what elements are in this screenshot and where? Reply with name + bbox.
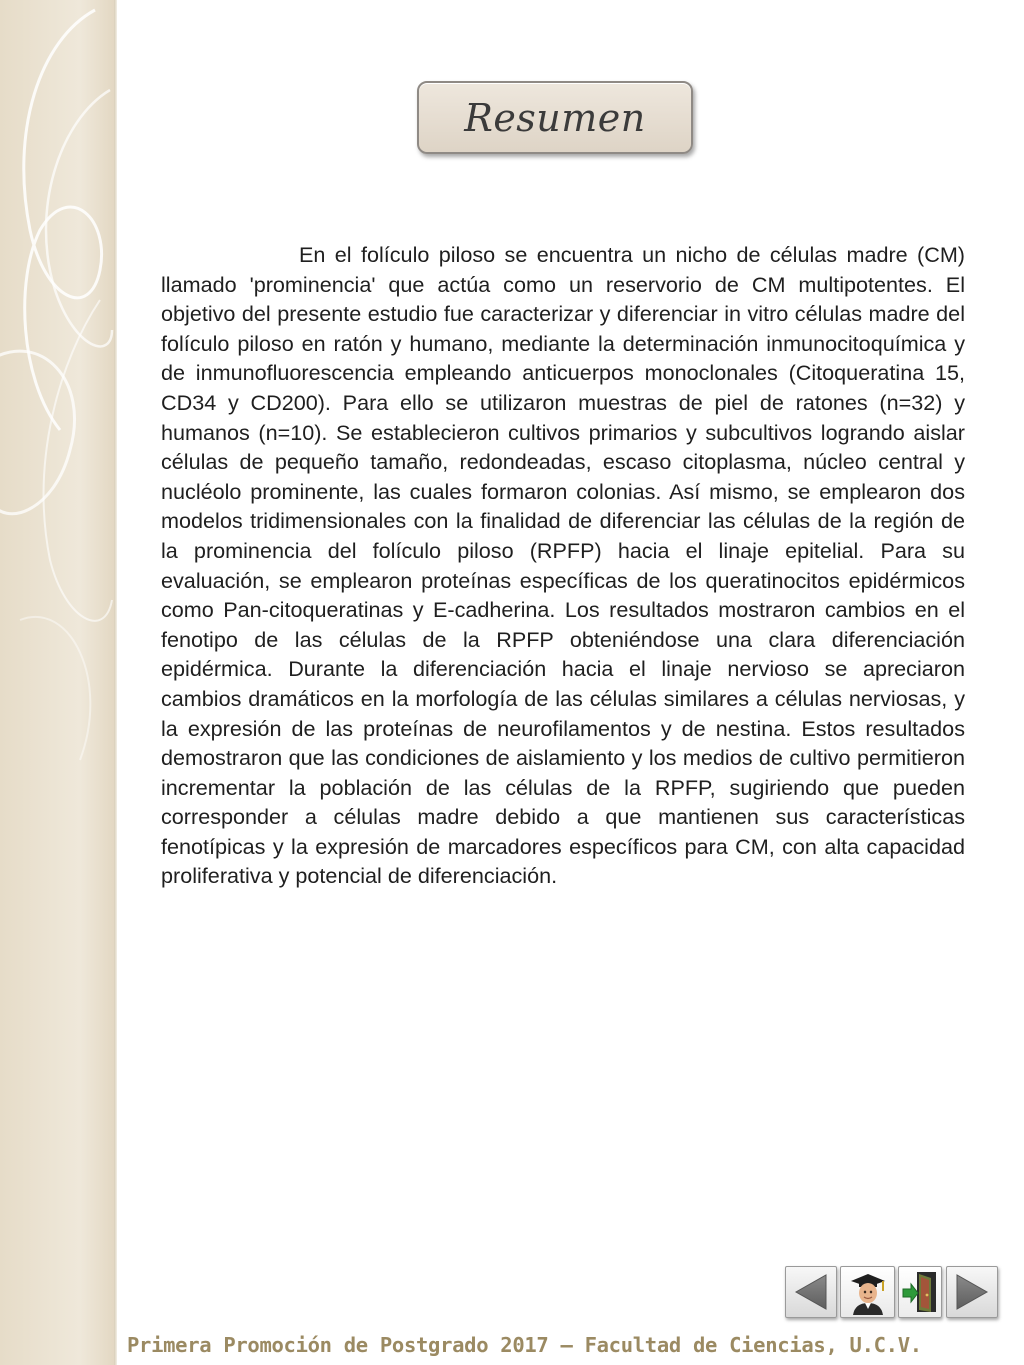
previous-slide-button[interactable]	[785, 1266, 837, 1318]
triangle-right-icon	[953, 1272, 991, 1312]
graduate-icon	[845, 1269, 891, 1315]
swirl-ornament-icon	[0, 0, 114, 1365]
abstract-paragraph: En el folículo piloso se encuentra un nicho de células madre (CM) llamado 'prominencia' que actúa como un reservorio de CM multipotentes. El objetivo del presente estudio fue caracterizar y diferenciar in vitro células madre del folículo piloso en ratón y humano, mediante la determinación inmunocitoquímica y de inmunofluorescencia empleando anticuerpos monoclonales (Citoqueratina 15, CD34 y CD200). Para ello se utilizaron muestras de piel de ratones (n=32) y humanos (n=10). Se establecieron cultivos primarios y subcultivos logrando aislar células de pequeño tamaño, redondeadas, escaso citoplasma, núcleo central y nucléolo prominente, las cuales formaron colonias. Así mismo, se emplearon dos modelos tridimensionales con la finalidad de diferenciar las células de la región de la prominencia del folículo piloso (RPFP) hacia el linaje epitelial. Para su evaluación, se emplearon proteínas específicas de los queratinocitos epidérmicos como Pan-citoqueratinas y E-cadherina. Los resultados mostraron cambios en el fenotipo de las células de la RPFP obteniéndose una clara diferenciación epidérmica. Durante la diferenciación hacia el linaje nervioso se apreciaron cambios dramáticos en la morfología de las células similares a células nerviosas, y la expresión de las proteínas de neurofilamentos y de nestina. Estos resultados demostraron que las condiciones de aislamiento y los medios de cultivo permitieron incrementar la población de las células de la RPFP, sugiriendo que pueden corresponder a células madre debido a que mantienen sus características fenotípicas y la expresión de marcadores específicos para CM, con alta capacidad proliferativa y potencial de diferenciación.	[161, 242, 965, 889]
home-graduate-button[interactable]	[840, 1266, 895, 1318]
exit-door-icon	[901, 1269, 939, 1315]
title-box	[417, 81, 693, 154]
footer-credit: Primera Promoción de Postgrado 2017 – Facultad de Ciencias, U.C.V.	[127, 1333, 922, 1357]
triangle-left-icon	[792, 1272, 830, 1312]
page-title: Resumen	[464, 95, 646, 140]
band-edge-divider	[114, 0, 117, 1365]
decorative-side-band	[0, 0, 114, 1365]
next-slide-button[interactable]	[946, 1266, 998, 1318]
exit-button[interactable]	[898, 1266, 942, 1318]
